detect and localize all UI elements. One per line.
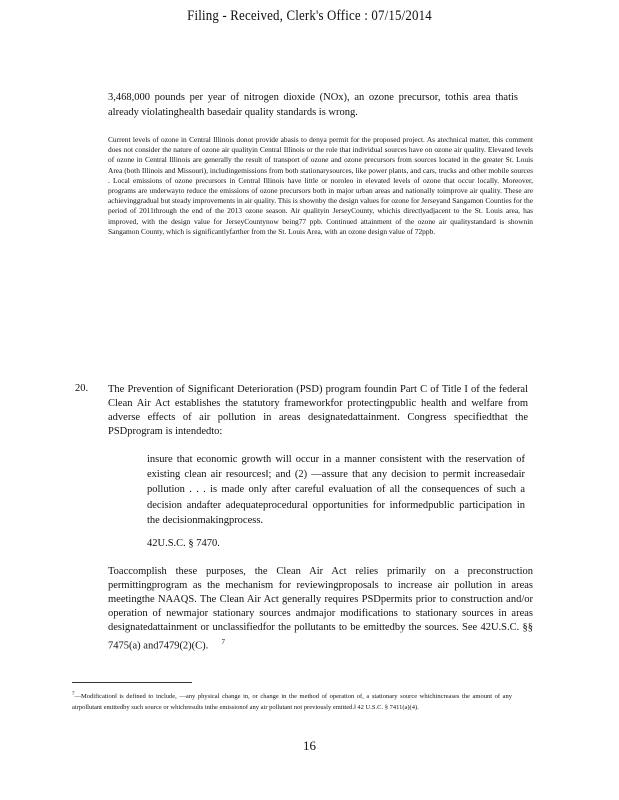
quoted-response-block: Current levels of ozone in Central Illinois donot provide abasis to denya permit for the proposed project. As atechnical matter, this comment does not consider the nature of ozone air qualityin Central Illinois or the role that individual sources have on ozone air quality. Elevated levels of ozone in Central Illinois are generally the result of transport of ozone and ozone precursors from sources located in the greater St. Louis Area (both Illinois and Missouri), includingemissions from both stationarysources, like power plants, and cars, trucks and other mobile sources . Local emissions of ozone precursors in Central Illinois have little or noroleo in elevated levels of ozone that occur locally. Moreover, programs are underwayto reduce the emissions of ozone precursors both in major urban areas and nationally toimprove air quality. These are achievinggradual but steady improvements in air quality. This is shownby the design values for ozone for Jerseyand Sangamon Counties for the period of 2011through the end of the 2013 ozone season. Air qualityin JerseyCounty, whichis directlyadjacent to the St. Louis area, has improved, with the design value for JerseyCountynow being77 ppb. Continued attainment of the ozone air qualitystandard is shownin Sangamon County, which is significantlyfarther from the St. Louis Area, with an ozone design value of 72ppb.: [108, 135, 533, 236]
footnote-divider: [72, 682, 192, 683]
footnote-text: ―Modification‖ is defined to include, ―any physical change in, or change in the method of operation of, a stationary source whichincreases the amount of any airpollutant emittedby such source or whichresults inthe emissionof any air pollutant not previously emitted.‖ 42 U.S.C. § 7411(a)(4).: [72, 693, 512, 712]
congress-quote: insure that economic growth will occur in a manner consistent with the reservation of existing clean air resources‖; and (2) ―assure that any decision to permit increasedair pollution . . . is made only after careful evaluation of all the consequences of such a decision andafter adequateprocedural opportunities for informedpublic participation in the decisionmakingprocess.: [147, 454, 525, 526]
footnote-reference: 7: [221, 638, 225, 646]
footnote: [72, 689, 512, 713]
preconstruction-paragraph: [108, 565, 533, 654]
paragraph-number: 20.: [75, 383, 89, 394]
filing-header: Filing - Received, Clerk's Office : 07/15/2014: [187, 8, 432, 24]
psd-paragraph: The Prevention of Significant Deterioration (PSD) program foundin Part C of Title I of the federal Clean Air Act establishes the statutory frameworkfor protectingpublic health and welfare from adverse effects of air pollution in areas designatedattainment. Congress specifiedthat the PSDprogram is intendedto:: [108, 384, 528, 437]
intro-paragraph: 3,468,000 pounds per year of nitrogen dioxide (NOx), an ozone precursor, tothis area thatis already violatinghealth basedair quality standards is wrong.: [108, 92, 518, 118]
footnote-marker: 7: [72, 692, 75, 697]
page-number: 16: [303, 738, 316, 753]
statute-citation: 42U.S.C. § 7470.: [147, 538, 220, 549]
preconstruction-text: Toaccomplish these purposes, the Clean Air Act relies primarily on a preconstruction permittingprogram as the mechanism for reviewingproposals to increase air pollution in areas meetingthe NAAQS. The Clean Air Act generally requires PSDpermits prior to construction and/or operation of newmajor stationary sources andmajor modifications to stationary sources in areas designatedattainment or unclassifiedfor the pollutants to be emittedby the sources. See 42U.S.C. §§ 7475(a) and7479(2)(C).: [108, 566, 533, 652]
